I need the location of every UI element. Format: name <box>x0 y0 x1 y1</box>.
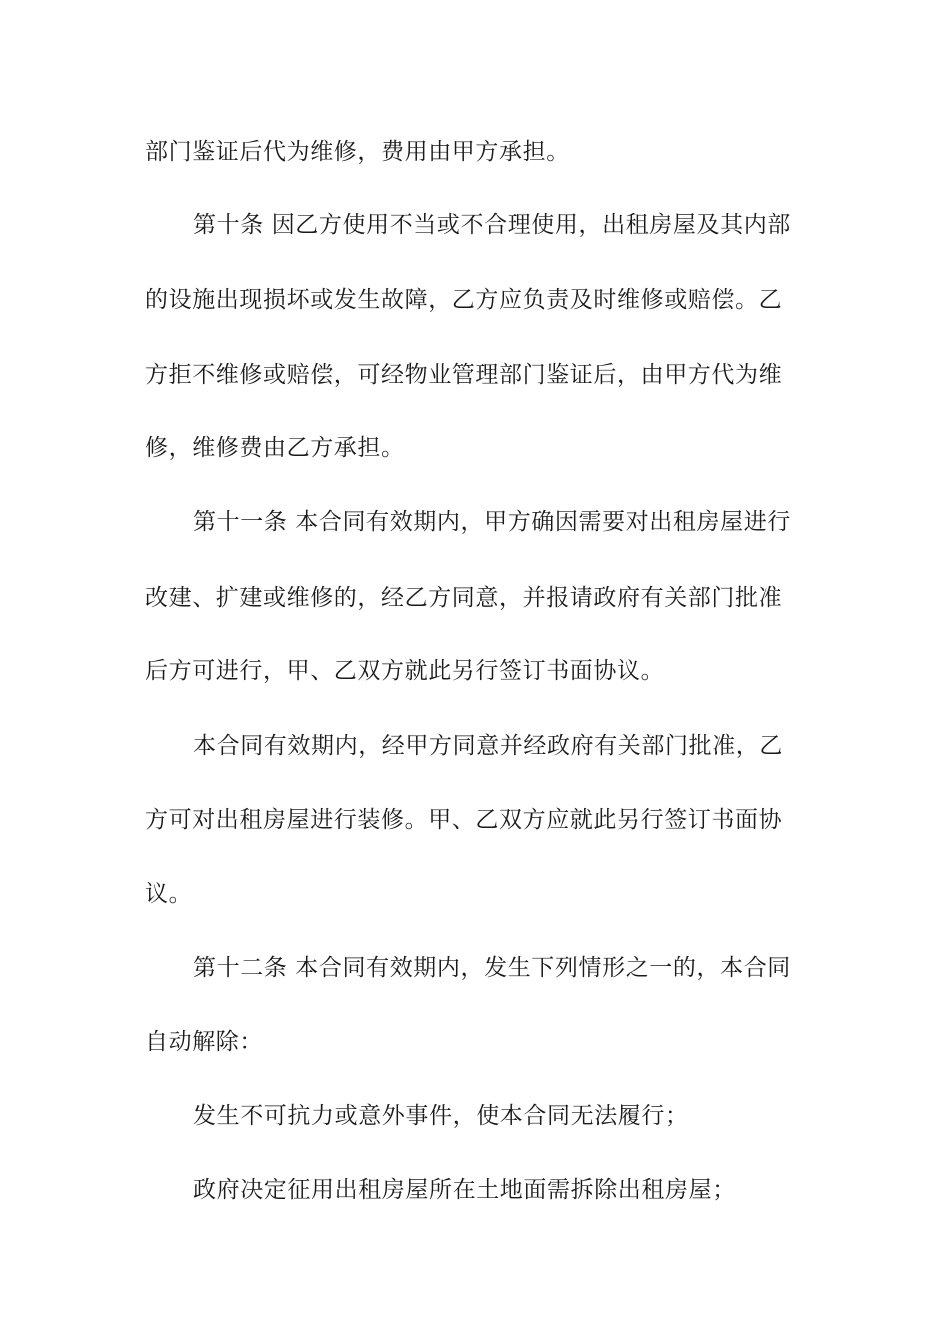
text-line: 后方可进行，甲、乙双方就此另行签订书面协议。 <box>145 658 665 684</box>
text-line: 本合同有效期内，经甲方同意并经政府有关部门批准，乙 <box>193 733 783 759</box>
text-line: 自动解除： <box>145 1029 263 1055</box>
text-line: 政府决定征用出租房屋所在土地面需拆除出租房屋； <box>193 1177 736 1203</box>
text-line: 的设施出现损坏或发生故障，乙方应负责及时维修或赔偿。乙 <box>145 287 783 313</box>
text-line: 方拒不维修或赔偿，可经物业管理部门鉴证后，由甲方代为维 <box>145 362 783 388</box>
text-line: 改建、扩建或维修的，经乙方同意，并报请政府有关部门批准 <box>145 585 783 611</box>
text-line: 第十条 因乙方使用不当或不合理使用，出租房屋及其内部 <box>193 212 791 238</box>
text-line: 部门鉴证后代为维修，费用由甲方承担。 <box>145 139 570 165</box>
text-line: 第十一条 本合同有效期内，甲方确因需要对出租房屋进行 <box>193 509 791 535</box>
text-line: 修，维修费由乙方承担。 <box>145 435 405 461</box>
text-line: 发生不可抗力或意外事件，使本合同无法履行； <box>193 1103 689 1129</box>
text-line: 第十二条 本合同有效期内，发生下列情形之一的，本合同 <box>193 955 791 981</box>
text-line: 方可对出租房屋进行装修。甲、乙双方应就此另行签订书面协 <box>145 807 783 833</box>
text-line: 议。 <box>145 881 193 907</box>
